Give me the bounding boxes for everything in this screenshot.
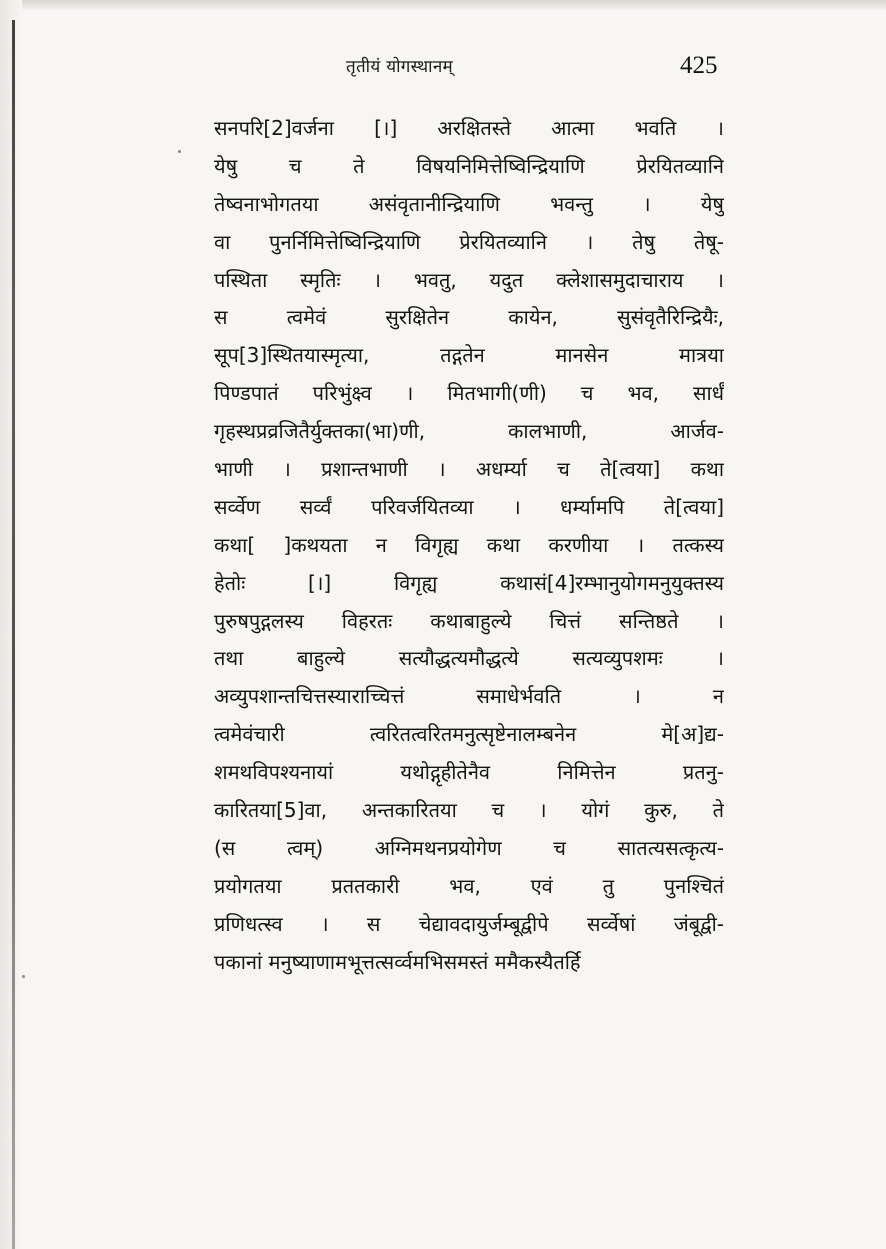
text-line: (स त्वम्) अग्निमथनप्रयोगेण च सातत्यसत्कृत्य- [214,835,724,860]
scan-speck [178,150,181,153]
page-number: 425 [680,52,718,79]
text-line: पिण्डपातं परिभुंक्ष्व । मितभागी(णी) च भव, सार्धं [214,381,724,406]
text-line: प्रणिधत्स्व । स चेद्यावदायुर्जम्बूद्वीपे सर्व्वेषां जंबूद्वी- [214,911,724,936]
scan-speck [22,975,25,978]
text-line: कथा[ ]कथयता न विगृह्य कथा करणीया । तत्कस्य [214,532,724,557]
text-line: सनपरि[2]वर्जना [।] अरक्षितस्ते आत्मा भवति । [214,116,724,140]
text-line: पुरुषपुद्गलस्य विहरतः कथाबाहुल्ये चित्तं सन्तिष्ठते । [214,608,724,633]
text-line: हेतोः [।] विगृह्य कथासं[4]रम्भानुयोगमनुयुक्तस्य [214,570,724,595]
text-line: वा पुनर्निमित्तेष्विन्द्रियाणि प्रेरयितव्यानि । तेषु तेषू- [214,229,724,254]
text-line: तेष्वनाभोगतया असंवृतानीन्द्रियाणि भवन्तु । येषु [214,191,724,216]
text-line: तथा बाहुल्ये सत्यौद्धत्यमौद्धत्ये सत्यव्युपशमः । [214,646,724,671]
text-line: गृहस्थप्रव्रजितैर्युक्तका(भा)णी, कालभाणी, आर्जव- [214,419,724,444]
text-line: प्रयोगतया प्रततकारी भव, एवं तु पुनश्चितं [214,873,724,898]
binding-edge-line [12,20,15,1249]
body-text [214,110,724,981]
text-line: कारितया[5]वा, अन्तकारितया च । योगं कुरु, ते [214,798,724,823]
text-line: अव्युपशान्तचित्तस्याराच्चित्तं समाधेर्भवति । न [214,684,724,709]
running-head: तृतीयं योगस्थानम् [346,57,454,77]
text-line: पस्थिता स्मृतिः । भवतु, यदुत क्लेशासमुदाचाराय । [214,267,724,292]
text-line: भाणी । प्रशान्तभाणी । अधर्म्या च ते[त्वया] कथा [214,457,724,482]
text-line: येषु च ते विषयनिमित्तेष्विन्द्रियाणि प्रेरयितव्यानि [214,153,724,178]
text-line: सूप[3]स्थितयास्मृत्या, तद्गतेन मानसेन मात्रया [214,343,724,368]
text-line: त्वमेवंचारी त्वरितत्वरितमनुत्सृष्टेनालम्बनेन मे[अ]द्य- [214,722,724,747]
text-line: पकानां मनुष्याणामभूत्तत्सर्व्वमभिसमस्तं ममैकस्यैतर्हि [214,949,581,974]
text-line: स त्वमेवं सुरक्षितेन कायेन, सुसंवृतैरिन्द्रियैः, [214,305,724,330]
text-line: सर्व्वेण सर्व्वं परिवर्जयितव्या । धर्म्यामपि ते[त्वया] [214,494,724,519]
binding-shadow [0,0,22,1249]
text-line: शमथविपश्यनायां यथोद्गृहीतेनैव निमित्तेन प्रतनु- [214,760,724,785]
page-top-edge [0,0,886,10]
